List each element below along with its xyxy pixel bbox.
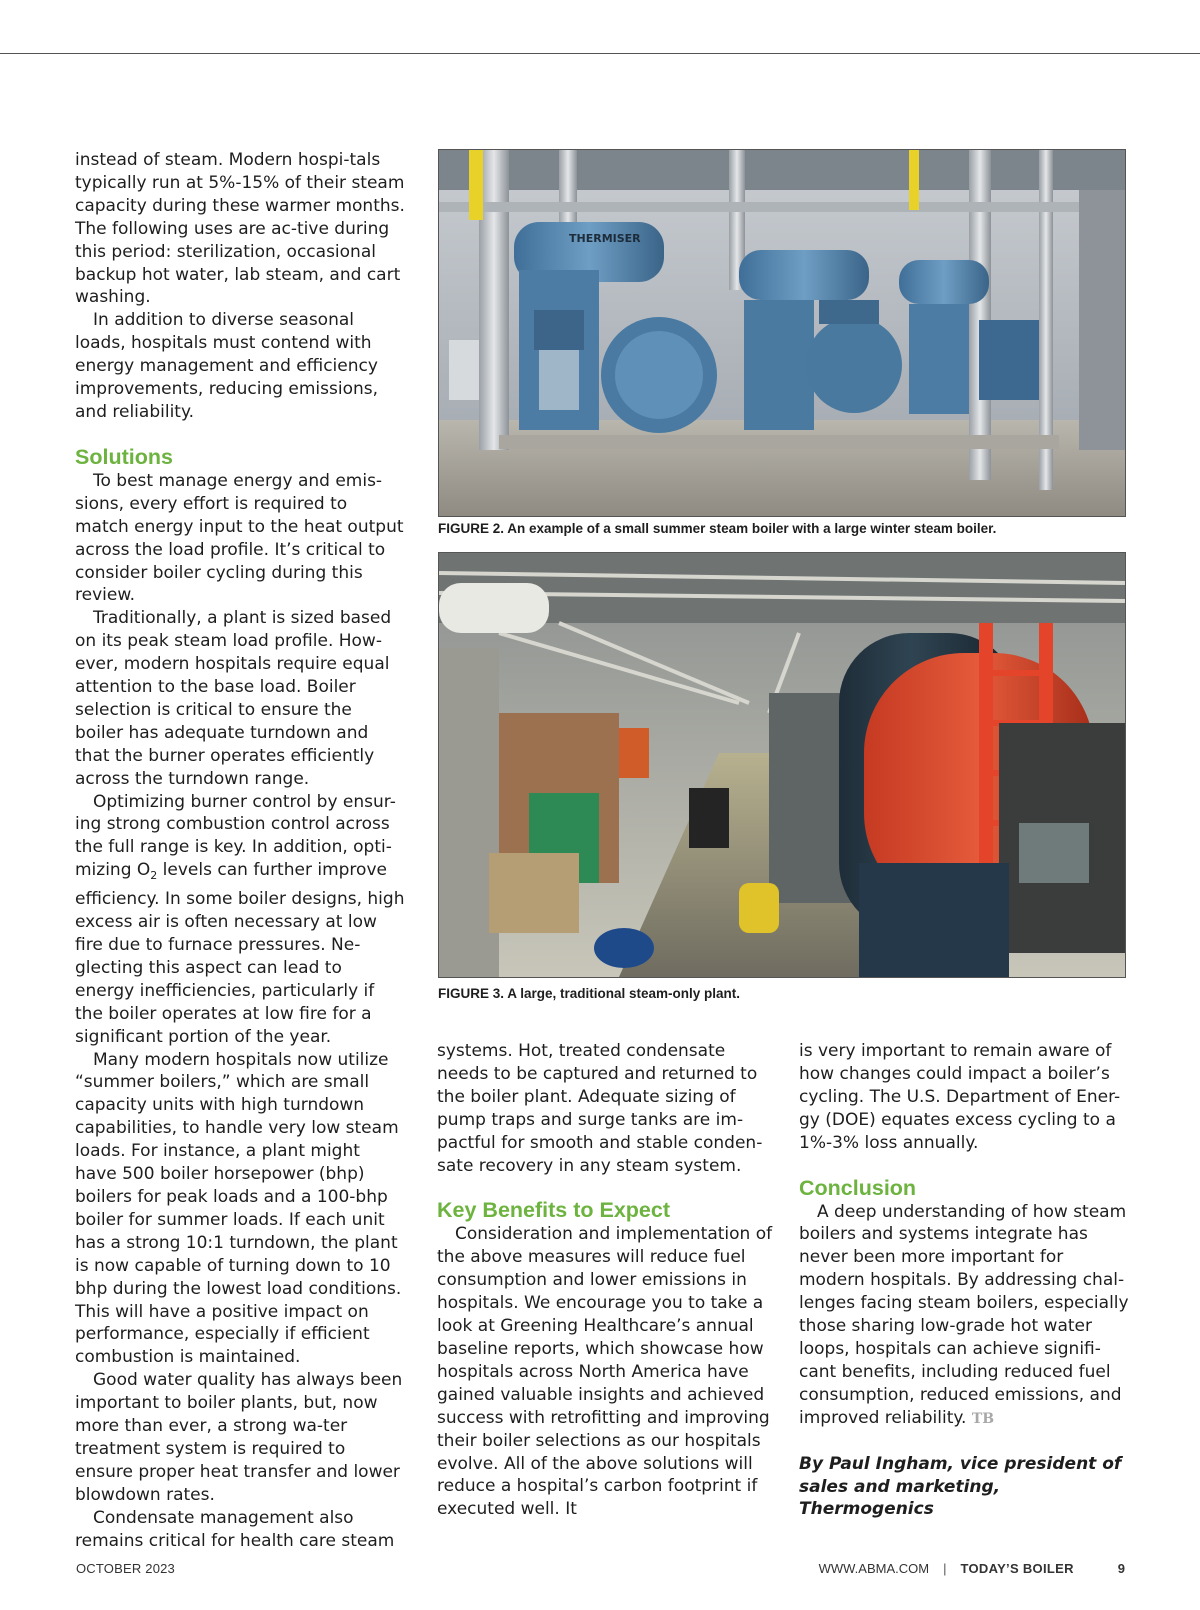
figure-3-photo (438, 552, 1126, 978)
section-heading-conclusion: Conclusion (799, 1175, 917, 1200)
header-rule (0, 53, 1200, 54)
page-number: 9 (1117, 1561, 1125, 1576)
author-byline: By Paul Ingham, vice president of sales and marketing, Thermogenics (799, 1453, 1122, 1520)
end-mark: TB (971, 1410, 995, 1427)
footer-date: OCTOBER 2023 (76, 1561, 175, 1576)
article-column-1 (75, 149, 405, 1552)
footer-separator: | (943, 1561, 947, 1576)
subscript: 2 (150, 869, 158, 883)
paragraph: Good water quality has always been important to boiler plants, but, now more than ever, a strong wa-ter treatment system is required to ensure proper heat transfer and lower blowdown rates. (75, 1370, 403, 1505)
paragraph: In addition to diverse seasonal loads, hospitals must contend with energy management and efficiency improvements, reducing emissions, and reliability. (75, 310, 379, 422)
figure-2-caption: FIGURE 2. An example of a small summer steam boiler with a large winter steam boiler. (438, 521, 997, 536)
paragraph: A deep understanding of how steam boilers and systems integrate has never been more important for modern hospitals. By addressing chal-lenges facing steam boilers, especially those sharing low-grade hot water loops, hospitals can achieve signifi-cant benefits, including reduced fuel consumption, reduced emissions, and improved reliability. TB (799, 1201, 1129, 1428)
footer-magazine-title: TODAY’S BOILER (960, 1561, 1074, 1576)
figure-3-caption: FIGURE 3. A large, traditional steam-only plant. (438, 986, 741, 1001)
boiler-brand-label: THERMISER (569, 232, 641, 245)
figure-2-photo (438, 149, 1126, 517)
footer-url[interactable]: WWW.ABMA.COM (818, 1561, 930, 1576)
paragraph: Consideration and implementation of the above measures will reduce fuel consumption and lower emissions in hospitals. We encourage you to take a look at Greening Healthcare’s annual baseline reports, which showcase how hospitals across North America have gained valuable insights and achieved success with retrofitting and improving their boiler selections as our hospitals evolve. All of the above solutions will reduce a hospital’s carbon footprint if executed well. It (437, 1224, 773, 1520)
paragraph: Traditionally, a plant is sized based on its peak steam load profile. How-ever, modern hospitals require equal attention to the base load. Boiler selection is critical to ensure the boiler has adequate turndown and that the burner operates efficiently across the turndown range. (75, 608, 392, 789)
section-heading-key-benefits: Key Benefits to Expect (437, 1198, 670, 1223)
paragraph: systems. Hot, treated condensate needs to be captured and returned to the boiler plant. Adequate sizing of pump traps and surge tanks are im-pactful for smooth and stable conden-sate recovery in any steam system. (437, 1041, 763, 1176)
paragraph: is very important to remain aware of how changes could impact a boiler’s cycling. The U.S. Department of Ener-gy (DOE) equates excess cycling to a 1%-3% loss annually. (799, 1041, 1121, 1153)
paragraph: Condensate management also remains critical for health care steam (75, 1507, 395, 1551)
article-column-3 (799, 1040, 1133, 1521)
paragraph: Optimizing burner control by ensur-ing strong combustion control across the full range is key. In addition, opti-mizing $O_2$ levels can further improve efficiency. In some boiler designs, high excess air is often necessary at low fire due to furnace pressures. Ne-glecting this aspect can lead to energy inefficiencies, particularly if the boiler operates at low fire for a significant portion of the year. (75, 791, 405, 1047)
paragraph: Many modern hospitals now utilize “summer boilers,” which are small capacity units with high turndown capabilities, to handle very low steam loads. For instance, a plant might have 500 boiler horsepower (bhp) boilers for peak loads and a 100-bhp boiler for summer loads. If each unit has a strong 10:1 turndown, the plant is now capable of turning down to 10 bhp during the lowest load conditions. This will have a positive impact on performance, especially if efficient combustion is maintained. (75, 1049, 402, 1368)
section-heading-solutions: Solutions (75, 444, 173, 469)
article-column-2 (437, 1040, 775, 1521)
footer-right (819, 1561, 1125, 1576)
paragraph: To best manage energy and emis-sions, every effort is required to match energy input to the heat output across the load profile. It’s critical to consider boiler cycling during this review. (75, 470, 404, 606)
paragraph: instead of steam. Modern hospi-tals typically run at 5%-15% of their steam capacity during these warmer months. The following uses are ac-tive during this period: sterilization, occasional backup hot water, lab steam, and cart washing. (75, 150, 405, 308)
